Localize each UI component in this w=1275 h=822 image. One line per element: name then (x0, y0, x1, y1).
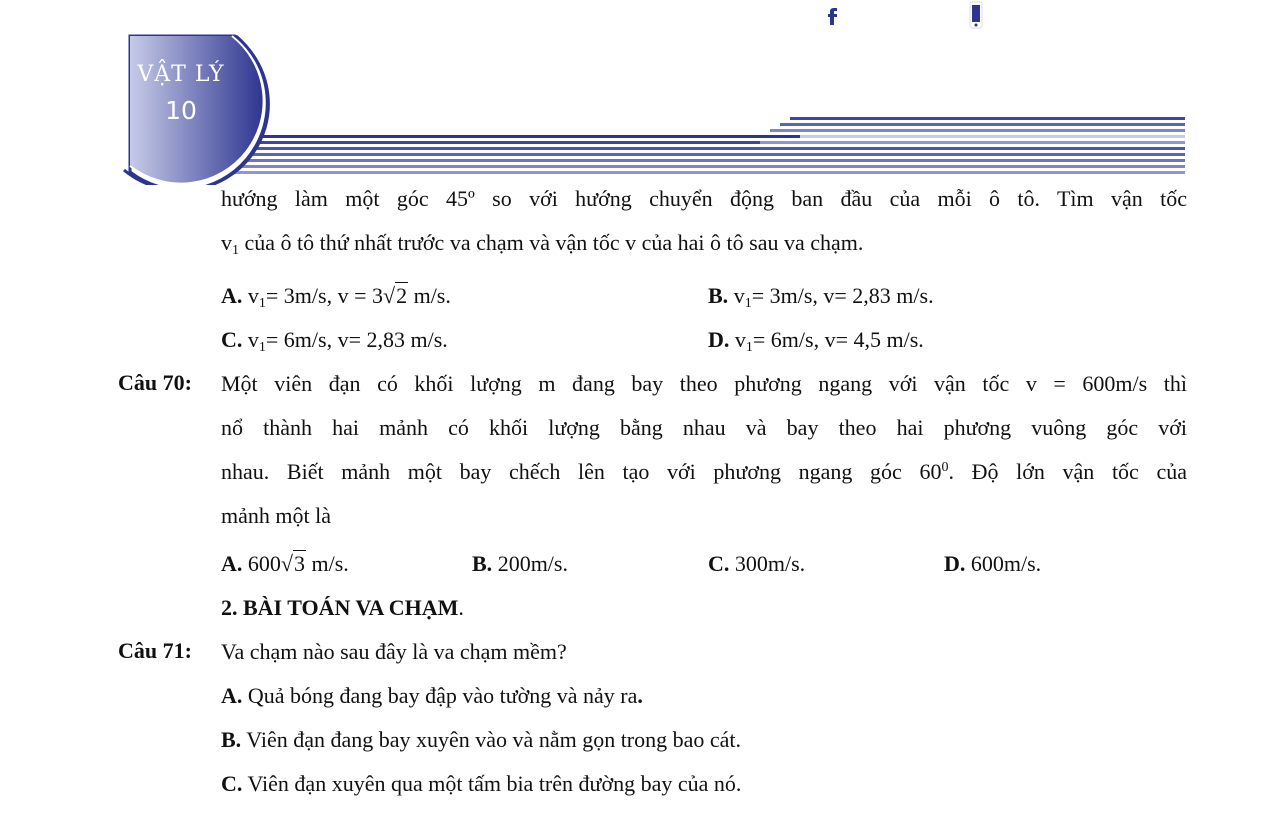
prev-option-c[interactable]: C. $v_1= 6m/s$, v= 2,83 m/s. (221, 327, 448, 355)
page-header (0, 0, 1275, 185)
phone-icon[interactable] (962, 0, 990, 30)
question-70-line-1: Một viên đạn có khối lượng m đang bay theo phương ngang với vận tốc v = 600m/s thì (221, 371, 1187, 396)
question-70-line-2: nổ thành hai mảnh có khối lượng bằng nhau và bay theo hai phương vuông góc với (221, 415, 1187, 440)
prev-question-line-2: $v_1$ của ô tô thứ nhất trước va chạm và vận tốc v của hai ô tô sau va chạm. (221, 230, 864, 258)
q70-option-a[interactable]: A. 600√3 m/s. (221, 551, 349, 576)
section-heading: 2. BÀI TOÁN VA CHẠM. (221, 595, 464, 620)
header-banner-graphic (0, 0, 1275, 185)
q71-option-c[interactable]: C. Viên đạn xuyên qua một tấm bia trên đường bay của nó. (221, 771, 742, 796)
question-70-line-3: nhau. Biết mảnh một bay chếch lên tạo với phương ngang góc $60^0$. Độ lớn vận tốc của (221, 459, 1187, 484)
header-stripes (205, 117, 1185, 174)
question-71-text: Va chạm nào sau đây là va chạm mềm? (221, 639, 567, 664)
question-70-line-4: mảnh một là (221, 503, 331, 528)
prev-option-d[interactable]: D. $v_1= 6m/s$, v= 4,5 m/s. (708, 327, 924, 355)
prev-option-b[interactable]: B. $v_1= 3m/s$, v= 2,83 m/s. (708, 283, 934, 311)
q70-option-b[interactable]: B. 200m/s. (472, 551, 568, 576)
question-70-label: Câu 70: (118, 370, 192, 395)
badge-title: VẬT LÝ (137, 62, 225, 87)
question-71-label: Câu 71: (118, 638, 192, 663)
q71-option-a[interactable]: A. Quả bóng đang bay đập vào tường và nảy ra. (221, 683, 643, 708)
prev-question-line-1: hướng làm một góc 45º so với hướng chuyển động ban đầu của mỗi ô tô. Tìm vận tốc (221, 186, 1187, 211)
q71-option-b[interactable]: B. Viên đạn đang bay xuyên vào và nằm gọn trong bao cát. (221, 727, 742, 752)
q70-option-d[interactable]: D. 600m/s. (944, 551, 1042, 576)
q70-option-c[interactable]: C. 300m/s. (708, 551, 806, 576)
badge-number: 10 (165, 96, 197, 125)
facebook-icon[interactable] (818, 0, 846, 30)
prev-option-a[interactable]: A. $v_1= 3m/s$, v = 3√2 m/s. (221, 283, 451, 311)
user-icon[interactable] (1097, 0, 1125, 30)
